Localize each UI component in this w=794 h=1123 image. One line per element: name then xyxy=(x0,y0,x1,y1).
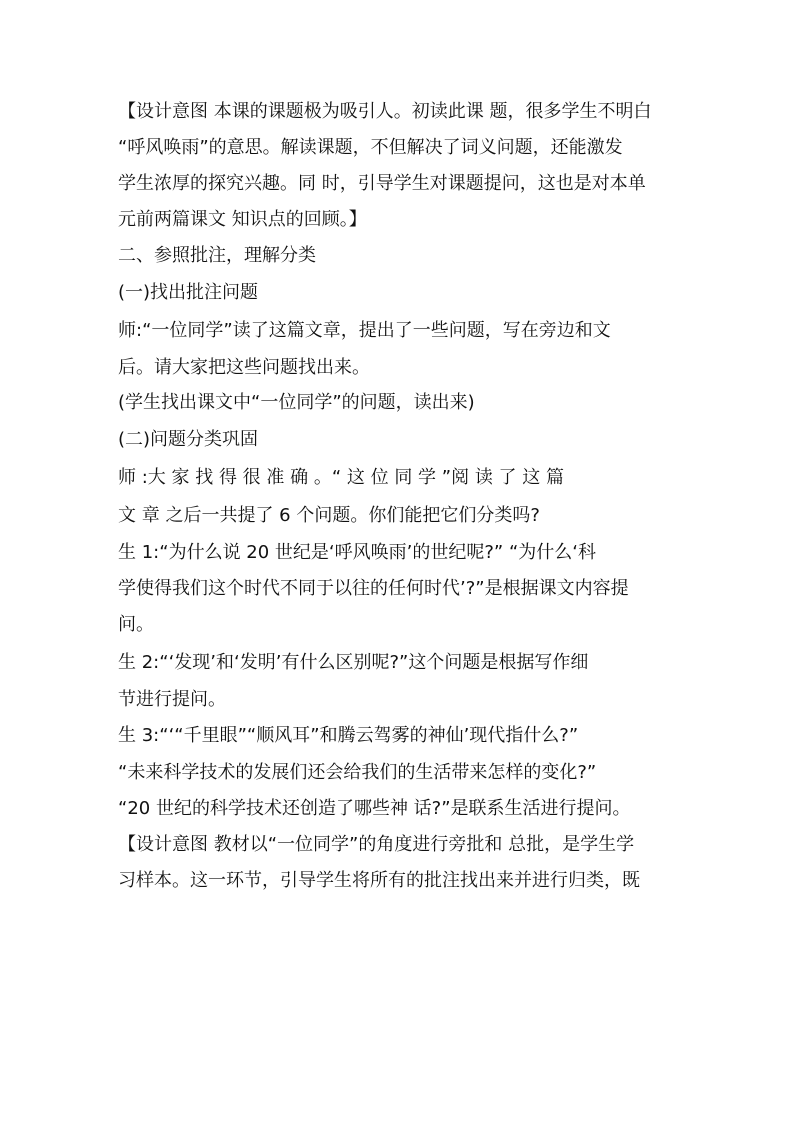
subheading-classify: (二)问题分类巩固 xyxy=(118,429,259,450)
design-intent-2-line-1: 【设计意图 教材以“一位同学”的角度进行旁批和 总批，是学生学 xyxy=(118,834,635,855)
student-3-line-3: “20 世纪的科学技术还创造了哪些神 话?”是联系生活进行提问。 xyxy=(118,798,631,819)
student-2-line-2: 节进行提问。 xyxy=(118,689,226,710)
teacher-line-2: 后。请大家把这些问题找出来。 xyxy=(118,357,370,378)
student-1-line-1: 生 1:“为什么说 20 世纪是‘呼风唤雨’的世纪呢?” “为什么‘科 xyxy=(118,542,596,563)
student-1-line-2: 学使得我们这个时代不同于以往的任何时代’?”是根据课文内容提 xyxy=(118,578,629,599)
student-3-line-1: 生 3:“‘“千里眼”“顺风耳”和腾云驾雾的神仙’现代指什么?” xyxy=(118,725,579,746)
subheading-find-questions: (一)找出批注问题 xyxy=(118,282,259,303)
student-1-line-3: 问。 xyxy=(118,614,154,635)
student-3-line-2: “未来科学技术的发展们还会给我们的生活带来怎样的变化?” xyxy=(118,762,597,783)
teacher-line-1: 师:“一位同学”读了这篇文章，提出了一些问题，写在旁边和文 xyxy=(118,320,611,341)
design-intent-1-line-3: 学生浓厚的探究兴趣。同 时，引导学生对课题提问，这也是对本单 xyxy=(118,173,646,194)
student-2-line-1: 生 2:“‘发现’和‘发明’有什么区别呢?”这个问题是根据写作细 xyxy=(118,652,589,673)
teacher-line-3: 师 :大 家 找 得 很 准 确 。“ 这 位 同 学 ”阅 读 了 这 篇 xyxy=(118,467,564,488)
design-intent-1-line-4: 元前两篇课文 知识点的回顾。】 xyxy=(118,209,367,230)
teacher-line-4: 文 章 之后一共提了 6 个问题。你们能把它们分类吗? xyxy=(118,505,540,526)
design-intent-1-line-2: “呼风唤雨”的意思。解读课题，不但解决了词义问题，还能激发 xyxy=(118,137,623,158)
design-intent-2-line-2: 习样本。这一环节，引导学生将所有的批注找出来并进行归类，既 xyxy=(118,870,640,891)
student-activity-note: (学生找出课文中“一位同学”的问题，读出来) xyxy=(118,392,475,413)
section-heading-2: 二、参照批注，理解分类 xyxy=(118,245,316,266)
design-intent-1-line-1: 【设计意图 本课的课题极为吸引人。初读此课 题，很多学生不明白 xyxy=(118,101,652,122)
